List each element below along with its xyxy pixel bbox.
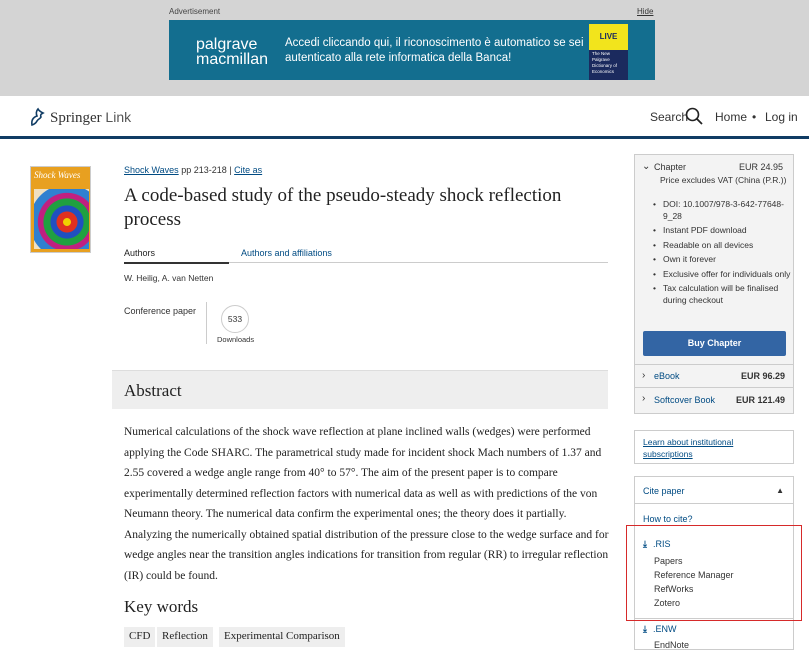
- chevron-down-icon[interactable]: ⌄: [642, 161, 651, 172]
- ebook-price: EUR 96.29: [740, 371, 785, 381]
- ad-label: Advertisement: [169, 7, 221, 16]
- book-link[interactable]: Shock Waves: [124, 165, 179, 175]
- advertisement-band: [0, 0, 809, 96]
- ad-logo: [196, 37, 268, 67]
- row-divider: [635, 364, 793, 365]
- ris-target-refworks[interactable]: RefWorks: [654, 584, 694, 594]
- ris-target-reference-manager[interactable]: Reference Manager: [654, 570, 734, 580]
- highlight-box: [626, 525, 802, 621]
- feature-item: • Tax calculation will be finalised during checkout: [653, 283, 793, 306]
- author-list: W. Heilig, A. van Netten: [124, 273, 214, 283]
- book-cover-image[interactable]: [30, 166, 91, 253]
- ebook-option[interactable]: eBook: [654, 371, 680, 381]
- article-title: A code-based study of the pseudo-steady shock reflection process: [124, 185, 562, 230]
- institutional-subscriptions-link[interactable]: Learn about institutional subscriptions: [643, 437, 734, 459]
- keywords-heading: Key words: [124, 597, 199, 616]
- ris-target-papers[interactable]: Papers: [654, 556, 683, 566]
- ad-text: Accedi cliccando qui, il riconoscimento è automatico se sei autenticato alla rete informatica della Banca!: [285, 37, 584, 64]
- cite-as-link[interactable]: Cite as: [234, 165, 263, 175]
- softcover-price: EUR 121.49: [735, 395, 785, 405]
- cover-title: Shock Waves: [34, 170, 81, 180]
- brand-suffix: Link: [105, 109, 132, 125]
- keyword-tag[interactable]: Reflection: [157, 627, 213, 647]
- search-link[interactable]: Search: [650, 110, 689, 124]
- page-range: pp 213-218: [181, 165, 227, 175]
- article-type: Conference paper: [124, 306, 197, 316]
- feature-item: • DOI: 10.1007/978-3-642-77648-9_28: [653, 199, 793, 222]
- ad-book-image: [589, 24, 628, 80]
- downloads-label: Downloads: [217, 335, 255, 344]
- nav-separator: •: [752, 110, 757, 124]
- chevron-right-icon[interactable]: ›: [642, 370, 646, 381]
- search-icon[interactable]: [685, 107, 703, 125]
- tab-authors[interactable]: Authors: [124, 248, 229, 264]
- springer-horse-icon[interactable]: [28, 107, 46, 127]
- chapter-price: EUR 24.95: [739, 162, 784, 172]
- purchase-box: [634, 154, 794, 414]
- home-link[interactable]: Home: [715, 110, 748, 124]
- crumb-separator: |: [229, 165, 232, 175]
- ad-book-text: The New Palgrave Dictionary of Economics: [592, 51, 618, 74]
- keyword-tag[interactable]: CFD: [124, 627, 155, 647]
- vat-note: Price excludes VAT (China (P.R.)): [660, 175, 787, 185]
- ris-target-zotero[interactable]: Zotero: [654, 598, 681, 608]
- caret-up-icon: ▲: [776, 486, 784, 495]
- downloads-count: 533: [221, 305, 249, 333]
- brand-name: Springer: [50, 110, 102, 126]
- site-header: [0, 96, 809, 139]
- row-divider: [635, 387, 793, 388]
- cite-paper-label: Cite paper: [643, 486, 685, 496]
- ris-label: .RIS: [653, 539, 671, 549]
- breadcrumb: [124, 165, 262, 175]
- site-logo[interactable]: [50, 109, 131, 127]
- abstract-heading: Abstract: [124, 381, 182, 400]
- cover-artwork: [34, 189, 89, 249]
- feature-item: • Instant PDF download: [653, 225, 793, 237]
- feature-item: • Readable on all devices: [653, 240, 793, 252]
- ad-book-badge: LIVE: [589, 24, 628, 50]
- download-icon: ⤓: [643, 539, 647, 549]
- ad-hide-link[interactable]: Hide: [637, 7, 654, 16]
- abstract-section-header[interactable]: [112, 370, 608, 409]
- cite-paper-toggle[interactable]: [635, 477, 793, 504]
- ad-logo-line2: macmillan: [196, 51, 269, 68]
- download-icon: ⤓: [643, 624, 647, 634]
- chapter-features: [653, 199, 793, 309]
- how-to-cite-link[interactable]: How to cite?: [643, 514, 693, 524]
- login-link[interactable]: Log in: [765, 110, 798, 124]
- ad-logo-line1: palgrave: [196, 36, 258, 53]
- feature-item: • Own it forever: [653, 254, 793, 266]
- chevron-right-icon[interactable]: ›: [642, 393, 646, 404]
- author-tabs: [124, 244, 608, 263]
- tab-affiliations[interactable]: Authors and affiliations: [241, 248, 332, 258]
- chapter-label: Chapter: [654, 162, 687, 172]
- institutional-box: [634, 430, 794, 464]
- abstract-text: Numerical calculations of the shock wave reflection at plane inclined walls (wedges) were performed applying the Code SHARC. The parametrical study made for incident shock Mach numbers of 1.37 and 2.55 covered a wedge angle range from 40° to 57°. The aim of the present paper is to compare experimentally determined reflection factors with numerical data as well as with predictions of the von Neumann theory. The numerical data confirm the experimental ones; the theory does it partially. Analyzing the numerically obtained spatial distribution of the pressure close to the wedge surface and for wedge angles near the transition angles indications for transition from regular (RR) to irregular reflection (IR) could be found.: [124, 426, 609, 582]
- softcover-option[interactable]: Softcover Book: [654, 395, 716, 405]
- feature-item: • Exclusive offer for individuals only: [653, 269, 793, 281]
- buy-chapter-button[interactable]: Buy Chapter: [643, 331, 786, 356]
- enw-download-link[interactable]: [643, 624, 677, 635]
- enw-label: .ENW: [653, 624, 677, 634]
- ad-banner[interactable]: [169, 20, 655, 80]
- divider: [206, 302, 207, 344]
- enw-target-endnote[interactable]: EndNote: [654, 640, 690, 650]
- keyword-tag[interactable]: Experimental Comparison: [219, 627, 345, 647]
